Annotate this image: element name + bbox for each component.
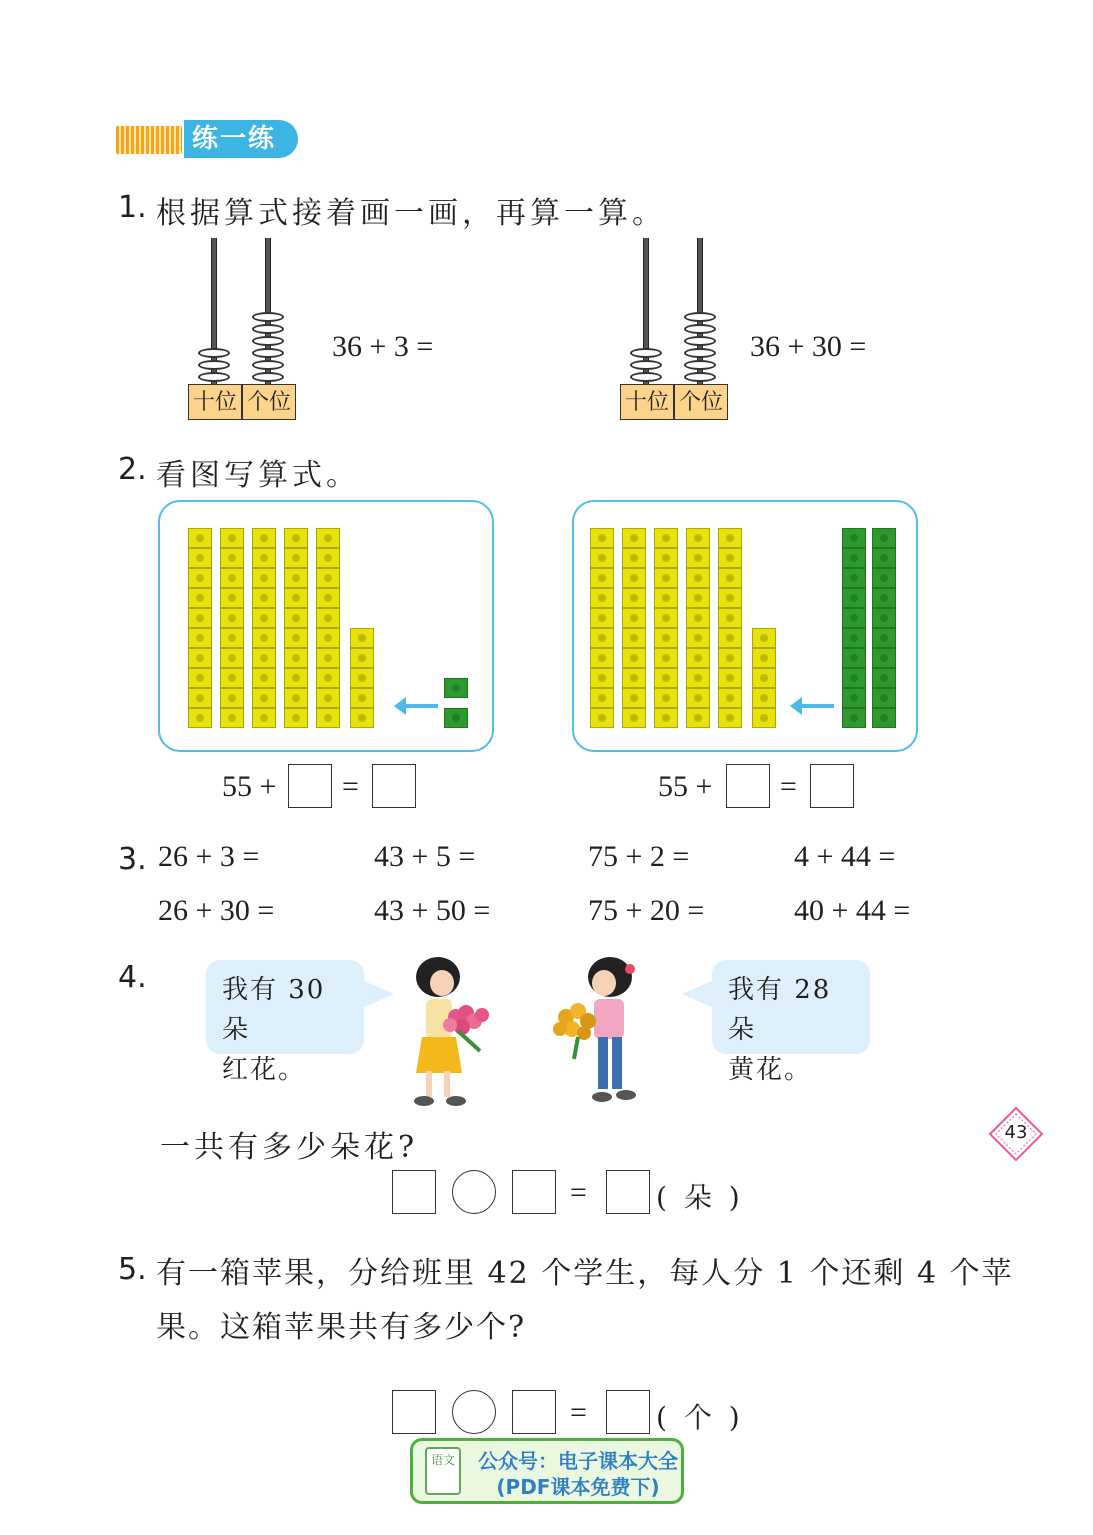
operator-circle[interactable] [452, 1170, 496, 1214]
cube [252, 708, 276, 728]
answer-box[interactable] [606, 1390, 650, 1434]
abacus-left [188, 238, 298, 422]
cube [220, 688, 244, 708]
cube [316, 548, 340, 568]
cube [718, 708, 742, 728]
cube [842, 608, 866, 628]
cube [872, 708, 896, 728]
cube [718, 568, 742, 588]
cube [842, 588, 866, 608]
cube [686, 568, 710, 588]
page-number [986, 1104, 1046, 1164]
cube [590, 628, 614, 648]
ten-cube-column [220, 528, 244, 728]
green-ten-cube-column [872, 528, 896, 728]
cube [284, 528, 308, 548]
cube [842, 648, 866, 668]
q1-eq-left: 36 + 3 = [332, 330, 434, 363]
q4-eq: = [570, 1176, 587, 1209]
footer-line1: 公众号：电子课本大全 [478, 1449, 678, 1473]
q1-eq-right: 36 + 30 = [750, 330, 867, 363]
cube [316, 648, 340, 668]
cube [284, 588, 308, 608]
footer-line2: (PDF课本免费下) [496, 1475, 660, 1499]
answer-box[interactable] [810, 764, 854, 808]
ten-cube-column [686, 528, 710, 728]
cube [188, 548, 212, 568]
cube [622, 648, 646, 668]
cube [622, 568, 646, 588]
cube [590, 668, 614, 688]
ten-cube-column [654, 528, 678, 728]
book-icon: 语文 [425, 1447, 461, 1495]
cube [686, 688, 710, 708]
tens-label: 十位 [620, 384, 674, 420]
ten-cube-column [188, 528, 212, 728]
cube [872, 588, 896, 608]
cube [316, 588, 340, 608]
answer-box[interactable] [392, 1170, 436, 1214]
q4-unit: ( 朵 ) [656, 1181, 744, 1214]
cube [872, 668, 896, 688]
cube [686, 648, 710, 668]
cube [284, 688, 308, 708]
cube [718, 688, 742, 708]
cube [316, 628, 340, 648]
section-title: 练一练 [184, 120, 298, 158]
speech-bubble-right [712, 960, 870, 1085]
cube [654, 568, 678, 588]
ten-cube-column [252, 528, 276, 728]
cube [872, 628, 896, 648]
cube [316, 568, 340, 588]
ten-cube-column [284, 528, 308, 728]
cube [284, 568, 308, 588]
cube [842, 568, 866, 588]
q2-text: 看图写算式。 [156, 458, 360, 493]
section-badge [116, 120, 298, 158]
cube [220, 528, 244, 548]
cube [622, 668, 646, 688]
q5-eq: = [570, 1396, 587, 1429]
cube [686, 588, 710, 608]
cube [252, 588, 276, 608]
q3-eq: 43 + 50 = [374, 894, 491, 927]
girl-with-red-flowers-image [398, 955, 498, 1110]
q3-number: 3. [118, 842, 147, 877]
cube [654, 688, 678, 708]
cube [842, 528, 866, 548]
ten-cube-column [718, 528, 742, 728]
page-number-text: 43 [1004, 1122, 1028, 1143]
cube [350, 708, 374, 728]
answer-box[interactable] [288, 764, 332, 808]
cube [686, 708, 710, 728]
cube [718, 628, 742, 648]
speech-bubble-left [206, 960, 364, 1085]
ones-label: 个位 [674, 384, 728, 420]
ones-cube-column [350, 628, 374, 728]
cube [188, 708, 212, 728]
cube [654, 648, 678, 668]
cube [622, 708, 646, 728]
cube [590, 688, 614, 708]
cube [188, 608, 212, 628]
cube [350, 628, 374, 648]
cube [284, 548, 308, 568]
cube [220, 628, 244, 648]
cube [718, 548, 742, 568]
answer-box[interactable] [392, 1390, 436, 1434]
cube [590, 608, 614, 628]
cube [252, 668, 276, 688]
cube [316, 708, 340, 728]
green-cube [444, 708, 468, 728]
cube [590, 588, 614, 608]
cube [188, 588, 212, 608]
cube [872, 548, 896, 568]
bubble-text: 黄花。 [728, 1055, 813, 1085]
cube [654, 708, 678, 728]
cube [188, 648, 212, 668]
q5-unit: ( 个 ) [656, 1401, 744, 1434]
cube [444, 708, 468, 728]
cube [842, 668, 866, 688]
cube [842, 548, 866, 568]
ten-cube-column [622, 528, 646, 728]
cube [220, 568, 244, 588]
ones-label: 个位 [242, 384, 296, 420]
cube [622, 628, 646, 648]
cube [872, 608, 896, 628]
cube [188, 628, 212, 648]
cube [252, 608, 276, 628]
cube [316, 528, 340, 548]
cube [872, 648, 896, 668]
q3-eq: 75 + 2 = [588, 840, 690, 873]
q2-number: 2. [118, 452, 147, 487]
answer-box[interactable] [606, 1170, 650, 1214]
cube [718, 648, 742, 668]
q4-question: 一共有多少朵花? [160, 1130, 419, 1165]
answer-box[interactable] [512, 1170, 556, 1214]
answer-box[interactable] [726, 764, 770, 808]
left-arrow-icon [800, 704, 834, 708]
q5-line2: 果。这箱苹果共有多少个? [156, 1310, 527, 1345]
answer-box[interactable] [512, 1390, 556, 1434]
cube [252, 568, 276, 588]
cube [220, 648, 244, 668]
ten-cube-column [316, 528, 340, 728]
girl-with-yellow-flowers-image [548, 955, 648, 1110]
cube [284, 648, 308, 668]
cube [284, 668, 308, 688]
cube [686, 528, 710, 548]
cube [718, 608, 742, 628]
bubble-tail [682, 980, 714, 1008]
cube [752, 648, 776, 668]
cube [718, 528, 742, 548]
q3-eq: 40 + 44 = [794, 894, 911, 927]
cube [350, 648, 374, 668]
cube [252, 648, 276, 668]
cube [350, 688, 374, 708]
cube [654, 668, 678, 688]
green-ten-cube-column [842, 528, 866, 728]
answer-box[interactable] [372, 764, 416, 808]
operator-circle[interactable] [452, 1390, 496, 1434]
cube [220, 548, 244, 568]
cubes-panel-right [572, 500, 918, 752]
cube [654, 628, 678, 648]
cube [220, 708, 244, 728]
bubble-text: 我有 28 朵 [728, 975, 832, 1045]
cube [842, 688, 866, 708]
cube [220, 668, 244, 688]
cube [718, 668, 742, 688]
q3-eq: 26 + 3 = [158, 840, 260, 873]
cube [220, 608, 244, 628]
q5-line1: 有一箱苹果，分给班里 42 个学生，每人分 1 个还剩 4 个苹 [156, 1256, 1014, 1291]
cube [622, 548, 646, 568]
green-cube [444, 678, 468, 698]
cube [590, 568, 614, 588]
q2-right-prefix: 55 + [658, 770, 713, 803]
q3-eq: 4 + 44 = [794, 840, 896, 873]
cube [590, 708, 614, 728]
q3-eq: 75 + 20 = [588, 894, 705, 927]
bubble-text: 我有 30 朵 [222, 975, 326, 1045]
cube [252, 548, 276, 568]
bubble-tail [362, 980, 394, 1008]
abacus-right [620, 238, 730, 422]
cube [252, 628, 276, 648]
cube [188, 568, 212, 588]
cube [622, 608, 646, 628]
cube [752, 628, 776, 648]
cube [686, 668, 710, 688]
cube [188, 528, 212, 548]
cube [622, 588, 646, 608]
cube [350, 668, 374, 688]
cube [284, 608, 308, 628]
cube [622, 528, 646, 548]
cube [654, 608, 678, 628]
cube [752, 668, 776, 688]
q5-number: 5. [118, 1252, 147, 1287]
ten-cube-column [590, 528, 614, 728]
cube [590, 548, 614, 568]
cube [686, 608, 710, 628]
cube [316, 608, 340, 628]
cubes-panel-left [158, 500, 494, 752]
q2-right-eq: = [780, 770, 797, 803]
cube [654, 548, 678, 568]
cube [752, 708, 776, 728]
cube [220, 588, 244, 608]
cube [752, 688, 776, 708]
abacus-icon [116, 126, 182, 154]
q1-number: 1. [118, 190, 147, 225]
cube [316, 688, 340, 708]
cube [444, 678, 468, 698]
cube [842, 708, 866, 728]
cube [686, 628, 710, 648]
cube [284, 628, 308, 648]
q1-text: 根据算式接着画一画，再算一算。 [156, 196, 666, 231]
q3-eq: 43 + 5 = [374, 840, 476, 873]
cube [316, 668, 340, 688]
cube [654, 528, 678, 548]
cube [872, 528, 896, 548]
q2-left-eq: = [342, 770, 359, 803]
wechat-badge [410, 1438, 684, 1504]
cube [188, 688, 212, 708]
cube [654, 588, 678, 608]
q3-eq: 26 + 30 = [158, 894, 275, 927]
cube [686, 548, 710, 568]
cube [718, 588, 742, 608]
ones-cube-column [752, 628, 776, 728]
cube [252, 688, 276, 708]
cube [622, 688, 646, 708]
q4-number: 4. [118, 960, 147, 995]
q2-left-prefix: 55 + [222, 770, 277, 803]
cube [188, 668, 212, 688]
cube [590, 648, 614, 668]
cube [252, 528, 276, 548]
cube [872, 688, 896, 708]
tens-label: 十位 [188, 384, 242, 420]
left-arrow-icon [404, 704, 438, 708]
cube [284, 708, 308, 728]
cube [872, 568, 896, 588]
bubble-text: 红花。 [222, 1055, 307, 1085]
cube [842, 628, 866, 648]
cube [590, 528, 614, 548]
